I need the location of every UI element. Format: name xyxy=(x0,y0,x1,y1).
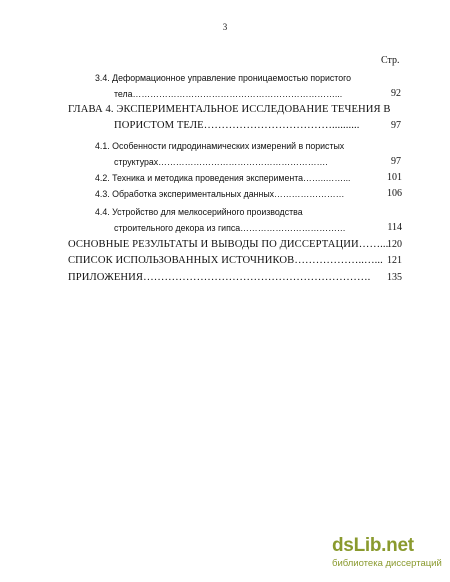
toc-conclusions: ОСНОВНЫЕ РЕЗУЛЬТАТЫ И ВЫВОДЫ ПО ДИССЕРТАЦИИ……... xyxy=(68,239,389,250)
toc-entry-4-4-line-1: 4.4. Устройство для мелкосерийного производства xyxy=(95,207,303,217)
toc-page-4-3: 106 xyxy=(387,188,402,199)
toc-page-4-4: 114 xyxy=(387,222,402,233)
toc-page-chapter-4: 97 xyxy=(391,120,401,131)
toc-entry-3-4-line-2: тела……………………………………………………………... xyxy=(114,89,343,99)
watermark-logo: dsLib.net xyxy=(332,535,414,556)
toc-entry-3-4-line-1: 3.4. Деформационное управление проницаемостью пористого xyxy=(95,73,351,83)
toc-references: СПИСОК ИСПОЛЬЗОВАННЫХ ИСТОЧНИКОВ………………..…... xyxy=(68,255,383,266)
toc-page-references: 121 xyxy=(387,255,402,266)
toc-appendices: ПРИЛОЖЕНИЯ………………………………………………………. xyxy=(68,272,371,283)
toc-entry-4-2: 4.2. Техника и методика проведения эксперимента……..……... xyxy=(95,173,351,183)
toc-page-appendices: 135 xyxy=(387,272,402,283)
toc-page-4-1: 97 xyxy=(391,156,401,167)
site-watermark xyxy=(332,535,450,575)
toc-entry-4-4-line-2: строительного декора из гипса……………………………… xyxy=(114,223,346,233)
toc-entry-4-3: 4.3. Обработка экспериментальных данных…………………… xyxy=(95,189,345,199)
toc-chapter-4-line-1: ГЛАВА 4. ЭКСПЕРИМЕНТАЛЬНОЕ ИССЛЕДОВАНИЕ ТЕЧЕНИЯ В xyxy=(68,104,391,115)
watermark-subtitle: библиотека диссертаций xyxy=(332,558,442,569)
toc-page-3-4: 92 xyxy=(391,88,401,99)
toc-page-conclusions: 120 xyxy=(387,239,402,250)
page-column-header: Стр. xyxy=(381,55,400,66)
toc-entry-4-1-line-2: структурах…………………………………………………. xyxy=(114,157,328,167)
toc-entry-4-1-line-1: 4.1. Особенности гидродинамических измерений в пористых xyxy=(95,141,345,151)
toc-page-4-2: 101 xyxy=(387,172,402,183)
toc-chapter-4-line-2: ПОРИСТОМ ТЕЛЕ……………………………….......... xyxy=(114,120,360,131)
page-number: 3 xyxy=(222,22,228,32)
